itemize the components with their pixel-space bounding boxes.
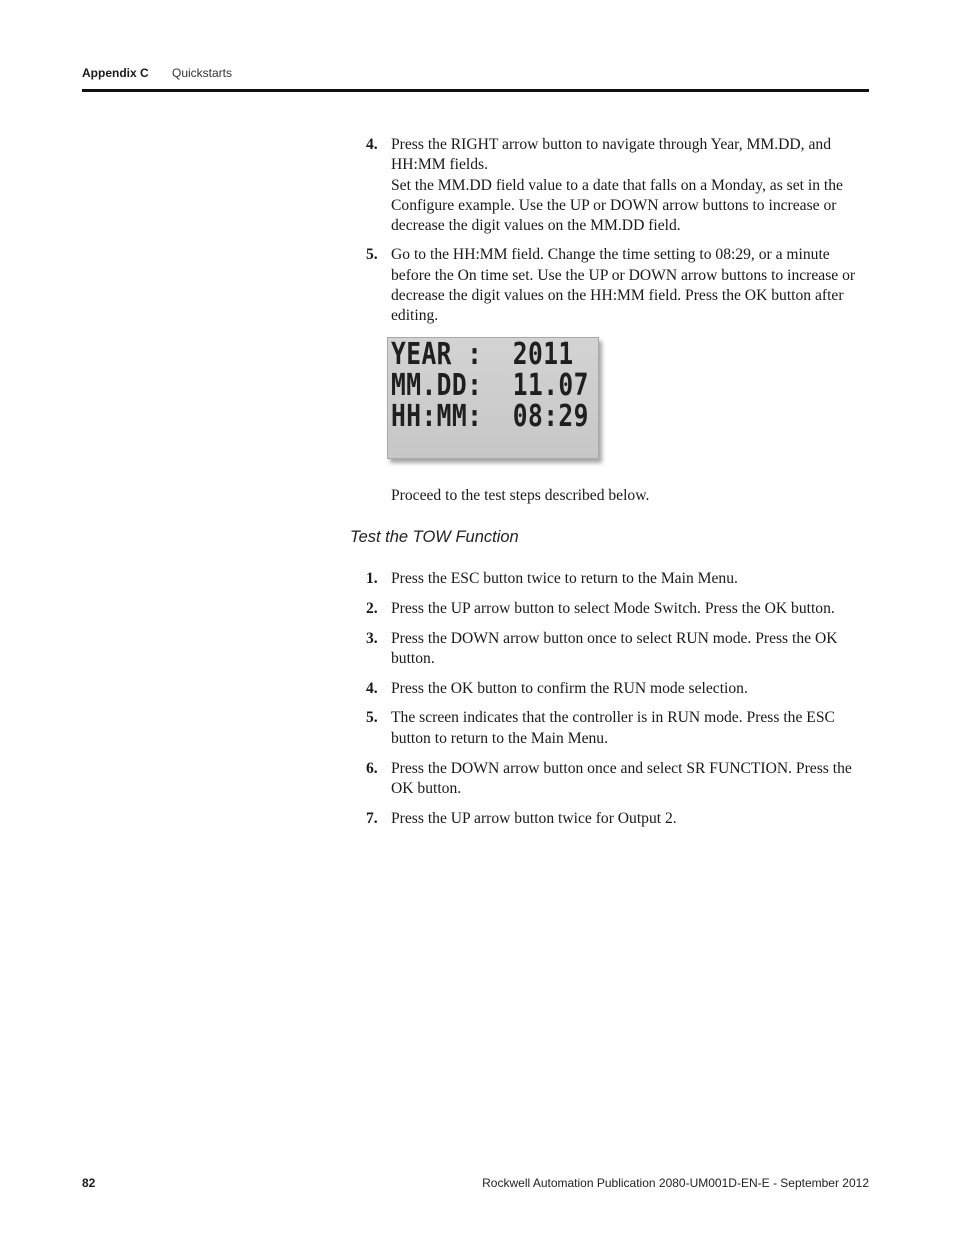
header-rule [82,89,869,92]
list-item [366,599,866,619]
step-number: 5. [366,246,378,264]
step-text: Press the DOWN arrow button once and select SR FUNCTION. Press the OK button. [391,759,852,797]
lcd-row-year: YEAR : 2011 [391,337,574,372]
step-text: Press the OK button to confirm the RUN mode selection. [391,679,748,697]
step-text: Press the UP arrow button to select Mode Switch. Press the OK button. [391,599,835,617]
step-text: Go to the HH:MM field. Change the time setting to 08:29, or a minute before the On time set. Use the UP or DOWN arrow buttons to increase or decrease the digit values on the HH:MM field. Press the OK button after editing. [391,246,856,325]
section-subheading: Test the TOW Function [350,528,519,546]
list-item [366,809,866,829]
lcd-display-image [387,337,599,459]
test-steps-list [366,569,866,838]
step-number: 4. [366,679,378,697]
step-number: 1. [366,570,378,587]
proceed-text: Proceed to the test steps described below. [391,487,650,504]
page-header [82,66,869,82]
list-item [366,708,866,749]
step-number: 6. [366,759,378,777]
list-item [366,629,866,670]
configure-steps-list [366,135,866,327]
list-item [366,759,866,800]
step-number: 3. [366,629,378,647]
list-item [366,569,866,589]
step-number: 5. [366,709,378,727]
step-number: 4. [366,136,378,153]
list-item [366,679,866,699]
section-label: Quickstarts [172,66,233,80]
publication-info: Rockwell Automation Publication 2080-UM001D-EN-E - September 2012 [482,1176,869,1190]
list-item [366,245,866,326]
step-text: Press the ESC button twice to return to the Main Menu. [391,570,738,587]
lcd-row-date: MM.DD: 11.07 [391,368,589,403]
step-text: Set the MM.DD field value to a date that falls on a Monday, as set in the Configure example. Use the UP or DOWN arrow buttons to increase or decrease the digit values on the MM.DD field. [391,176,843,235]
appendix-label: Appendix C [82,66,149,80]
lcd-row-time: HH:MM: 08:29 [391,399,589,434]
list-item [366,135,866,236]
step-text: Press the RIGHT arrow button to navigate through Year, MM.DD, and HH:MM fields. [391,136,831,174]
step-text: Press the DOWN arrow button once to select RUN mode. Press the OK button. [391,629,838,667]
step-text: Press the UP arrow button twice for Output 2. [391,809,677,827]
step-number: 2. [366,599,378,617]
step-number: 7. [366,809,378,827]
page-number: 82 [82,1176,96,1190]
step-text: The screen indicates that the controller is in RUN mode. Press the ESC button to return to the Main Menu. [391,709,835,747]
